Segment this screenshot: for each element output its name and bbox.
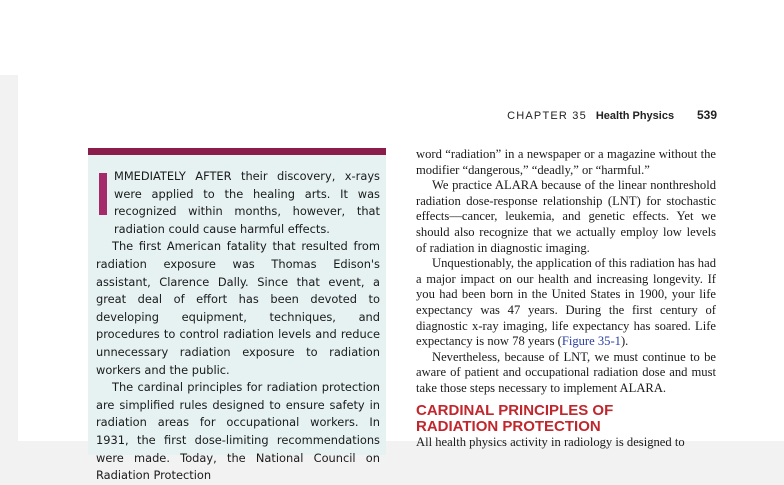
chapter-label: CHAPTER 35: [507, 110, 587, 122]
page-gutter: [0, 75, 18, 441]
paragraph-health-physics: All health physics activity in radiology is designed to: [416, 434, 685, 449]
running-header: [507, 108, 717, 122]
paragraph-nevertheless: Nevertheless, because of LNT, we must continue to be aware of patient and occupational radiation dose and must take those steps necessary to implement ALARA.: [416, 349, 716, 395]
paragraph-text-end: ).: [620, 334, 629, 349]
page-number: 539: [696, 108, 717, 122]
sidebar-paragraph-2: The first American fatality that resulted from radiation exposure was Thomas Edison's assistant, Clarence Dally. Since that event, a great deal of effort has been devoted to developing equipment, techniques, and procedures to control radiation levels and reduce unnecessary radiation exposure to radiation workers and the public.: [96, 239, 380, 377]
sidebar-body: [96, 168, 380, 485]
book-page: [18, 75, 784, 483]
dropcap-letter: [99, 173, 107, 215]
sidebar-paragraph-3: The cardinal principles for radiation protection are simplified rules designed to ensure safety in radiation areas for occupational workers. In 1931, the first dose-limiting recommendations were made. Today, the National Council on Radiation Protection: [96, 380, 380, 483]
chapter-title: Health Physics: [595, 110, 675, 122]
main-text-column: [416, 147, 716, 450]
paragraph-alara: We practice ALARA because of the linear nonthreshold radiation dose-response relationship (LNT) for stochastic effects—cancer, leukemia, and genetic effects. Yet we should also recognize that we actually employ low levels of radiation in diagnostic imaging.: [416, 178, 716, 255]
top-blank-area: [0, 0, 784, 75]
paragraph-text: Unquestionably, the application of this radiation has had a major impact on our health and increasing longevity. If you had been born in the United States in 1900, your life expectancy was 47 years. During the first century of diagnostic x-ray imaging, life expectancy has soared. Life expectancy is now 78 years (: [416, 256, 716, 349]
intro-sidebar: [88, 148, 386, 483]
sidebar-paragraph-1-text: MMEDIATELY AFTER their discovery, x-rays were applied to the healing arts. It was recognized within months, however, that radiation could cause harmful effects.: [114, 169, 380, 236]
paragraph-life-expectancy: [416, 256, 716, 350]
section-heading-line-2: RADIATION PROTECTION: [416, 417, 601, 435]
figure-reference-link[interactable]: Figure 35-1: [561, 334, 621, 349]
sidebar-paragraph-1: [96, 168, 380, 238]
paragraph-continued: word “radiation” in a newspaper or a magazine without the modifier “dangerous,” “deadly,” or “harmful.”: [416, 147, 716, 177]
section-heading: [416, 403, 716, 435]
section-heading-line-1: CARDINAL PRINCIPLES OF: [416, 401, 614, 419]
